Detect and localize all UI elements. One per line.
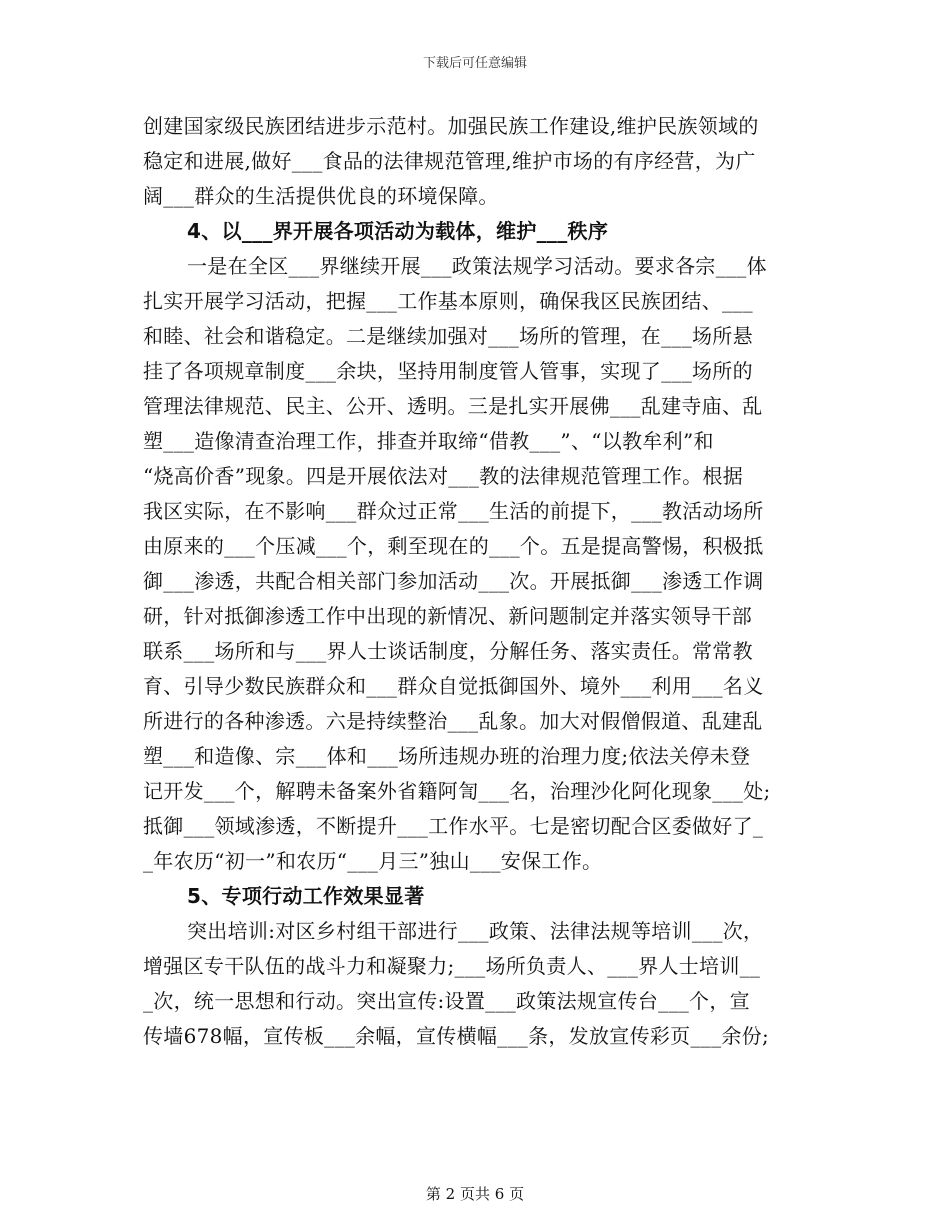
paragraph-line: 研，针对抵御渗透工作中出现的新情况、新问题制定并落实领导干部 — [143, 604, 752, 628]
page-number: 第 2 页共 6 页 — [425, 1185, 525, 1203]
paragraph-line: “烧高价香”现象。四是开展依法对___教的法律规范管理工作。根据 — [143, 464, 744, 488]
paragraph-line: _年农历“初一”和农历“___月三”独山___安保工作。 — [143, 849, 603, 873]
paragraph-line: 记开发___个，解聘未备案外省籍阿訇___名，治理沙化阿化现象___处; — [143, 779, 771, 803]
paragraph-line: 塑___造像清查治理工作，排查并取缔“借教___”、“以教牟利”和 — [143, 429, 714, 453]
paragraph-line: 传墙678幅，宣传板___余幅，宣传横幅___条，发放宣传彩页___余份; — [143, 1024, 770, 1048]
paragraph-line: 我区实际，在不影响___群众过正常___生活的前提下，___教活动场所 — [143, 499, 764, 523]
paragraph-line: 阔___群众的生活提供优良的环境保障。 — [143, 184, 499, 208]
document-body — [143, 109, 823, 1054]
paragraph-line: 联系___场所和与___界人士谈话制度，分解任务、落实责任。常常教 — [143, 639, 753, 663]
paragraph-line: 创建国家级民族团结进步示范村。加强民族工作建设,维护民族领域的 — [143, 114, 759, 138]
paragraph-line: 塑___和造像、宗___体和___场所违规办班的治理力度;依法关停未登 — [143, 744, 751, 768]
paragraph-line: 和睦、社会和谐稳定。二是继续加强对___场所的管理，在___场所悬 — [143, 324, 753, 348]
paragraph-line: 扎实开展学习活动，把握___工作基本原则，确保我区民族团结、___ — [143, 289, 753, 313]
paragraph-line: 突出培训:对区乡村组干部进行___政策、法律法规等培训___次， — [187, 919, 764, 943]
paragraph-line: 抵御___领域渗透，不断提升___工作水平。七是密切配合区委做好了_ — [143, 814, 764, 838]
section-heading-5: 5、专项行动工作效果显著 — [187, 884, 425, 908]
paragraph-line: 稳定和进展,做好___食品的法律规范管理,维护市场的有序经营，为广 — [143, 149, 756, 173]
paragraph-line: 育、引导少数民族群众和___群众自觉抵御国外、境外___利用___名义 — [143, 674, 764, 698]
page-header-note: 下载后可任意编辑 — [422, 56, 527, 71]
section-heading-4: 4、以___界开展各项活动为载体，维护___秩序 — [187, 219, 609, 243]
paragraph-line: 管理法律规范、民主、公开、透明。三是扎实开展佛___乱建寺庙、乱 — [143, 394, 763, 418]
paragraph-line: _次，统一思想和行动。突出宣传:设置___政策法规宣传台___个，宣 — [143, 989, 750, 1013]
paragraph-line: 所进行的各种渗透。六是持续整治___乱象。加大对假僧假道、乱建乱 — [143, 709, 763, 733]
paragraph-line: 御___渗透，共配合相关部门参加活动___次。开展抵御___渗透工作调 — [143, 569, 764, 593]
paragraph-line: 一是在全区___界继续开展___政策法规学习活动。要求各宗___体 — [187, 254, 767, 278]
paragraph-line: 增强区专干队伍的战斗力和凝聚力;___场所负责人、___界人士培训__ — [143, 954, 761, 978]
paragraph-line: 由原来的___个压减___个，剩至现在的___个。五是提高警惕，积极抵 — [143, 534, 764, 558]
paragraph-line: 挂了各项规章制度___余块，坚持用制度管人管事，实现了___场所的 — [143, 359, 753, 383]
